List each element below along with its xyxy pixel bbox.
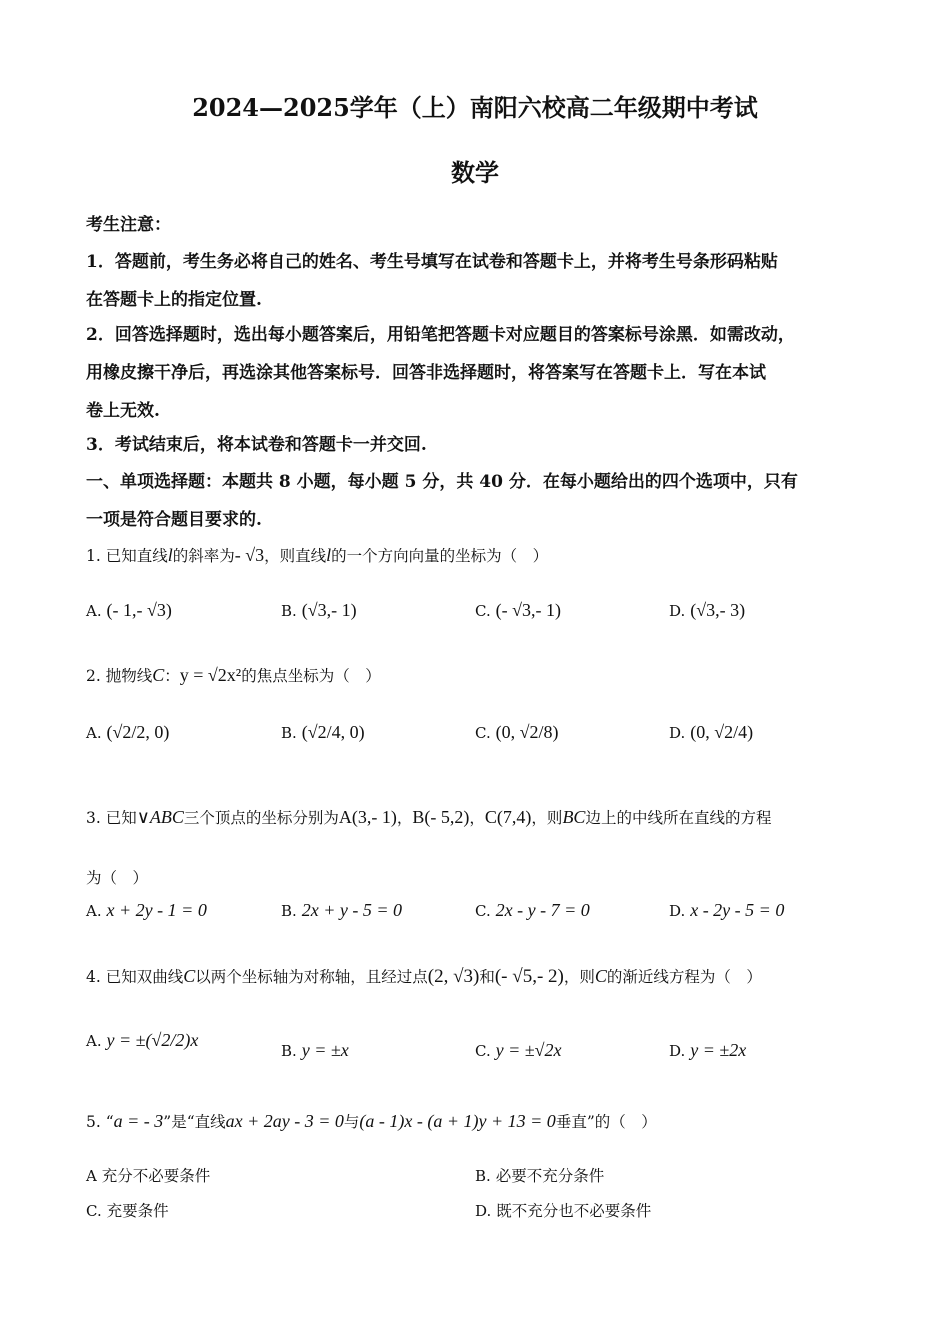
notice-item-1-line-2: 在答题卡上的指定位置. bbox=[86, 290, 262, 310]
q2-option-d[interactable]: D. (0, √2/4) bbox=[669, 722, 754, 742]
q5-option-d[interactable]: D. 既不充分也不必要条件 bbox=[475, 1202, 652, 1220]
q2-prefix: 2. 抛物线 bbox=[86, 667, 153, 685]
q3-option-b[interactable]: B. 2x + y - 5 = 0 bbox=[281, 900, 402, 920]
q5-line-1: ax + 2ay - 3 = 0 bbox=[225, 1111, 344, 1131]
q3-line-2: 为（ ） bbox=[86, 869, 149, 887]
q2-option-a[interactable]: A. (√2/2, 0) bbox=[86, 722, 170, 742]
q3-point-a: A(3,- 1) bbox=[338, 807, 397, 827]
section-1-heading-line-2: 一项是符合题目要求的. bbox=[86, 510, 262, 530]
notice-item-2-line-3: 卷上无效. bbox=[86, 401, 160, 421]
section-1-heading-line-1: 一、单项选择题：本题共 8 小题，每小题 5 分，共 40 分．在每小题给出的四个选项中，只有 bbox=[86, 472, 798, 492]
q5-mid: ”是“直线 bbox=[163, 1113, 226, 1131]
q3-prefix: 3. 已知 bbox=[86, 809, 137, 827]
q3-point-c: C(7,4) bbox=[484, 807, 532, 827]
q4-option-a[interactable]: A. y = ±(√2/2)x bbox=[86, 1030, 199, 1050]
question-5 bbox=[86, 1110, 657, 1132]
q4-prefix: 4. 已知双曲线 bbox=[86, 968, 184, 986]
q1-var-l-2: l bbox=[326, 545, 332, 565]
q4-and: 和 bbox=[479, 968, 495, 986]
exam-title: 2024—2025学年（上）南阳六校高二年级期中考试 bbox=[192, 93, 758, 122]
q5-line-2: (a - 1)x - (a + 1)y + 13 = 0 bbox=[359, 1111, 556, 1131]
question-1 bbox=[86, 544, 548, 566]
subject-title: 数学 bbox=[451, 158, 499, 187]
question-2 bbox=[86, 664, 381, 686]
q4-var-c: C bbox=[183, 966, 196, 986]
q3-triangle: ∨ABC bbox=[136, 807, 184, 827]
notice-heading: 考生注意： bbox=[86, 215, 171, 235]
q1-prefix: 1. 已知直线 bbox=[86, 547, 168, 565]
q4-var-c-2: C bbox=[594, 966, 607, 986]
q3-end: 边上的中线所在直线的方程 bbox=[585, 809, 772, 827]
q1-var-l: l bbox=[167, 545, 173, 565]
q2-colon: ： bbox=[164, 667, 180, 685]
q3-point-b: B(- 5,2) bbox=[412, 807, 470, 827]
q5-end: 垂直”的（ ） bbox=[555, 1113, 657, 1131]
q5-option-b[interactable]: B. 必要不充分条件 bbox=[475, 1167, 605, 1185]
q4-mid: 以两个坐标轴为对称轴，且经过点 bbox=[195, 968, 428, 986]
q1-end: 的一个方向向量的坐标为（ ） bbox=[331, 547, 549, 565]
notice-item-2-line-1: 2．回答选择题时，选出每小题答案后，用铅笔把答题卡对应题目的答案标号涂黑．如需改动， bbox=[86, 325, 795, 345]
q1-slope: - √3 bbox=[234, 545, 265, 565]
q1-mid: 的斜率为 bbox=[172, 547, 235, 565]
q3-then: ，则 bbox=[531, 809, 563, 827]
q1-option-b[interactable]: B. (√3,- 1) bbox=[281, 600, 357, 620]
q1-option-a[interactable]: A. (- 1,- √3) bbox=[86, 600, 172, 620]
q4-point-2: (- √5,- 2) bbox=[494, 966, 564, 987]
q5-condition: a = - 3 bbox=[113, 1111, 164, 1131]
q2-equation: y = √2x² bbox=[179, 665, 242, 685]
q3-option-a[interactable]: A. x + 2y - 1 = 0 bbox=[86, 900, 207, 920]
q5-prefix: 5. “ bbox=[86, 1113, 114, 1131]
q3-side: BC bbox=[562, 807, 586, 827]
q1-mid2: ，则直线 bbox=[264, 547, 327, 565]
notice-item-2-line-2: 用橡皮擦干净后，再选涂其他答案标号．回答非选择题时，将答案写在答题卡上．写在本试 bbox=[86, 363, 766, 383]
q4-option-b[interactable]: B. y = ±x bbox=[281, 1040, 349, 1060]
q2-option-c[interactable]: C. (0, √2/8) bbox=[475, 722, 559, 742]
q3-option-c[interactable]: C. 2x - y - 7 = 0 bbox=[475, 900, 590, 920]
q4-then: ，则 bbox=[563, 968, 595, 986]
q3-option-d[interactable]: D. x - 2y - 5 = 0 bbox=[669, 900, 785, 920]
q2-var-c: C bbox=[152, 665, 165, 685]
q4-option-c[interactable]: C. y = ±√2x bbox=[475, 1040, 562, 1060]
q4-end: 的渐近线方程为（ ） bbox=[606, 968, 762, 986]
q5-with: 与 bbox=[343, 1113, 360, 1131]
q5-option-a[interactable]: A 充分不必要条件 bbox=[86, 1167, 211, 1185]
q5-option-c[interactable]: C. 充要条件 bbox=[86, 1202, 169, 1220]
notice-item-1-line-1: 1．答题前，考生务必将自己的姓名、考生号填写在试卷和答题卡上，并将考生号条形码粘贴 bbox=[86, 252, 778, 272]
q3-mid: 三个顶点的坐标分别为 bbox=[183, 809, 339, 827]
q4-option-d[interactable]: D. y = ±2x bbox=[669, 1040, 747, 1060]
q4-point-1: (2, √3) bbox=[427, 966, 480, 987]
question-4 bbox=[86, 965, 762, 988]
question-3: 3. 已知∨ABC三个顶点的坐标分别为A(3,- 1)，B(- 5,2)，C(7,4)，则BC边上的中线所在直线的方程 bbox=[86, 807, 772, 827]
q2-option-b[interactable]: B. (√2/4, 0) bbox=[281, 722, 365, 742]
q1-option-c[interactable]: C. (- √3,- 1) bbox=[475, 600, 562, 620]
notice-item-3: 3．考试结束后，将本试卷和答题卡一并交回. bbox=[86, 435, 427, 455]
q2-end: 的焦点坐标为（ ） bbox=[241, 667, 381, 685]
q1-option-d[interactable]: D. (√3,- 3) bbox=[669, 600, 746, 620]
